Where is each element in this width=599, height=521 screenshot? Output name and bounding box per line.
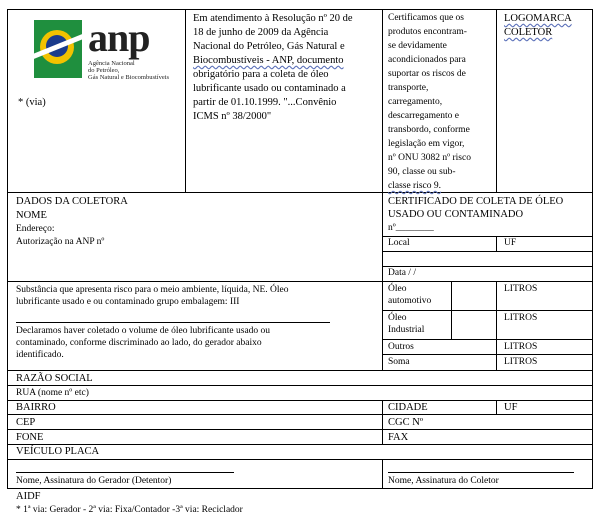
street-field[interactable]: RUA (nome nº etc) [16, 388, 89, 398]
date-field[interactable]: Data / / [388, 268, 416, 278]
litros-field[interactable]: LITROS [504, 313, 538, 323]
collector-authorization-field[interactable]: Autorização na ANP nº [16, 237, 105, 247]
neighborhood-field[interactable]: BAIRRO [16, 402, 56, 413]
divider [382, 400, 383, 444]
corporate-name-field[interactable]: RAZÃO SOCIAL [16, 373, 93, 384]
generator-signature-label: Nome, Assinatura do Gerador (Detentor) [16, 476, 172, 486]
divider [7, 459, 593, 460]
certificate-title: CERTIFICADO DE COLETA DE ÓLEO [388, 196, 564, 207]
litros-field[interactable]: LITROS [504, 342, 538, 352]
aidf-label: AIDF [16, 491, 41, 502]
divider [382, 310, 593, 311]
divider [7, 400, 593, 401]
substance-underline [16, 322, 330, 323]
via-label: * (via) [18, 97, 46, 108]
collector-name-field[interactable]: NOME [16, 210, 47, 221]
divider [496, 400, 497, 414]
certificate-subtitle: USADO OU CONTAMINADO [388, 209, 524, 220]
vehicle-plate-field[interactable]: VEÍCULO PLACA [16, 446, 100, 457]
divider [382, 251, 593, 252]
collector-signature-line[interactable] [388, 472, 574, 473]
collector-signature-label: Nome, Assinatura do Coletor [388, 476, 499, 486]
certificate-number-field[interactable]: nº________ [388, 223, 434, 233]
divider [496, 281, 497, 370]
divider [7, 370, 593, 371]
divider [382, 236, 593, 237]
litros-field[interactable]: LITROS [504, 357, 538, 367]
collector-address-field[interactable]: Endereço: [16, 224, 55, 234]
divider [7, 414, 593, 415]
city-field[interactable]: CIDADE [388, 402, 428, 413]
divider [7, 385, 593, 386]
divider [382, 266, 593, 267]
agency-name: Agência Nacional do Petróleo, Gás Natural e Biocombustíveis [88, 60, 170, 81]
anp-emblem-icon [34, 20, 82, 78]
divider [496, 236, 497, 251]
form-frame [7, 9, 593, 489]
local-field[interactable]: Local [388, 238, 410, 248]
litros-field[interactable]: LITROS [504, 284, 538, 294]
divider [382, 354, 593, 355]
divider [7, 429, 593, 430]
certificate-uf-field[interactable]: UF [504, 238, 517, 248]
divider [451, 281, 452, 339]
generator-signature-line[interactable] [16, 472, 234, 473]
cgc-field[interactable]: CGC Nº [388, 417, 424, 428]
divider [7, 281, 593, 282]
copies-note: * 1ª via: Gerador - 2ª via: Fixa/Contador -3ª via: Reciclador [16, 505, 243, 515]
divider [382, 459, 383, 489]
divider [382, 9, 383, 192]
fax-field[interactable]: FAX [388, 432, 409, 443]
logo-wordmark: anp [88, 15, 150, 60]
divider [7, 444, 593, 445]
divider [7, 192, 593, 193]
divider [496, 9, 497, 192]
collector-title: DADOS DA COLETORA [16, 196, 128, 207]
cep-field[interactable]: CEP [16, 417, 36, 428]
generator-uf-field[interactable]: UF [504, 402, 518, 413]
divider [382, 339, 593, 340]
divider [185, 9, 186, 192]
phone-field[interactable]: FONE [16, 432, 44, 443]
